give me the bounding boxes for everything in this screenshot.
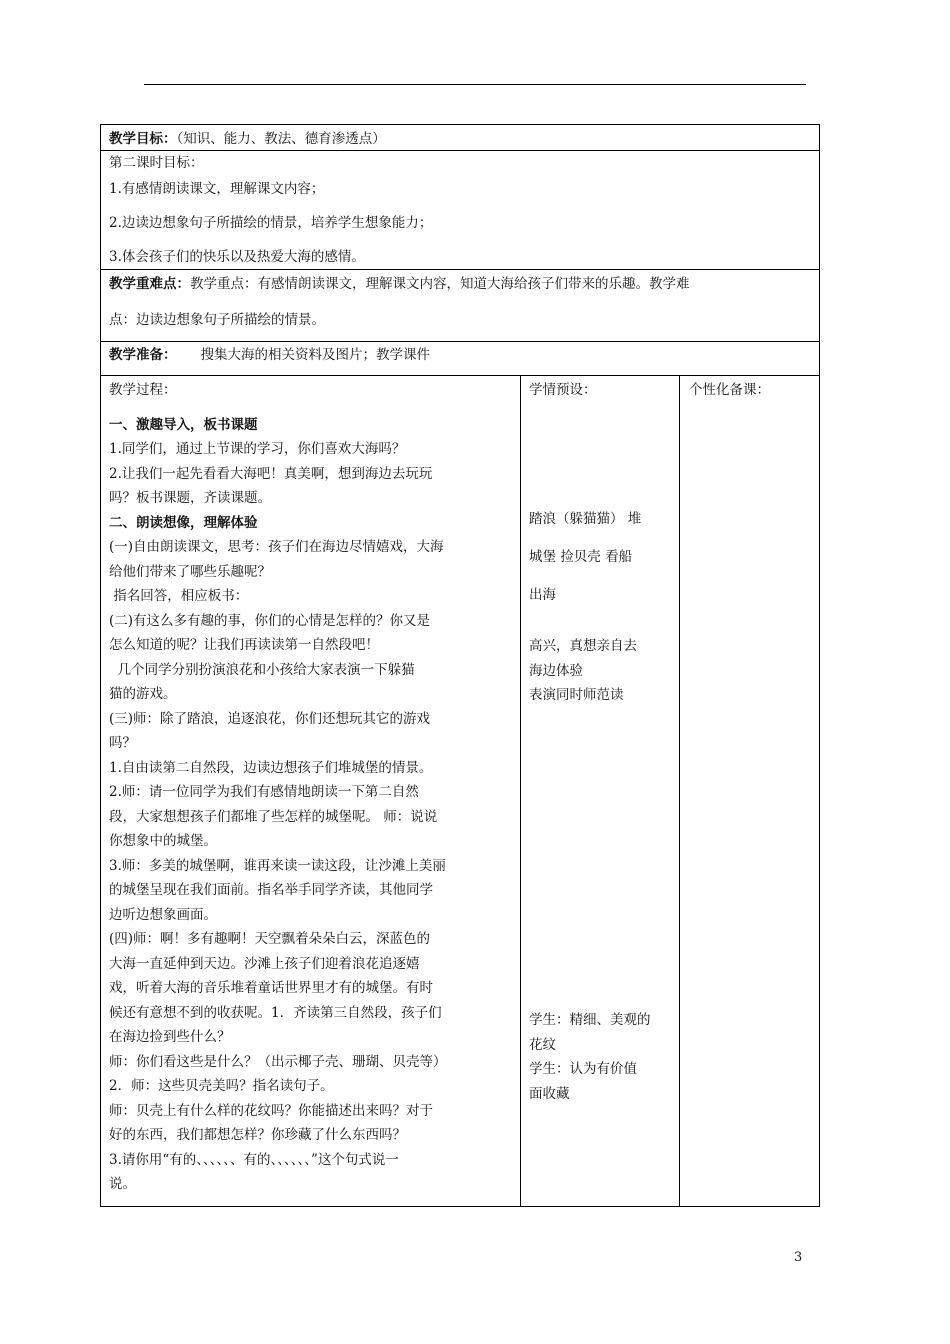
process-line: 边听边想象画面。	[109, 906, 217, 923]
key-points-text: 教学重点：有感情朗读课文，理解课文内容，知道大海给孩子们带来的乐趣。教学难	[190, 276, 690, 292]
process-line: 在海边捡到些什么？	[109, 1029, 231, 1045]
preparation-label: 教学准备：	[109, 347, 177, 363]
prediction-column	[529, 376, 674, 403]
process-line: 候还有意想不到的收获呢。1．齐读第三自然段，孩子们	[109, 1004, 442, 1021]
preparation-row	[109, 343, 430, 367]
preparation-text: 搜集大海的相关资料及图片；教学课件	[200, 347, 430, 363]
prediction-line: 出海	[529, 587, 556, 603]
process-line: 给他们带来了哪些乐趣呢？	[109, 563, 271, 580]
process-line: 你想象中的城堡。	[109, 833, 217, 849]
process-line: 师：你们看这些是什么？（出示椰子壳、珊瑚、贝壳等）	[109, 1053, 447, 1070]
process-line: 猫的游戏。	[109, 686, 177, 702]
process-line: 2.让我们一起先看看大海吧！真美啊，想到海边去玩玩	[109, 465, 433, 482]
process-line: 1.同学们，通过上节课的学习，你们喜欢大海吗？	[109, 441, 406, 457]
process-line: 1.自由读第二自然段，边读边想孩子们堆城堡的情景。	[109, 759, 433, 776]
prediction-group	[529, 1008, 674, 1106]
process-line: 说。	[109, 1176, 136, 1192]
process-line: 一、激趣导入，板书课题	[109, 416, 258, 433]
process-line: 3.师：多美的城堡啊，谁再来读一读这段，让沙滩上美丽	[109, 857, 446, 874]
objectives-heading	[109, 127, 386, 151]
divider	[101, 150, 819, 151]
key-points-line2: 点：边读边想象句子所描绘的情景。	[109, 312, 325, 328]
process-line: 二、朗读想像，理解体验	[109, 514, 258, 531]
process-column	[109, 376, 514, 1197]
personal-column	[689, 376, 814, 403]
prediction-group	[529, 634, 674, 708]
process-line: (一)自由朗读课文，思考：孩子们在海边尽情嬉戏，大海	[109, 539, 444, 555]
process-line: (二)有这么多有趣的事，你们的心情是怎样的？你又是	[109, 612, 431, 629]
process-line: 吗？	[109, 735, 136, 751]
divider	[101, 269, 819, 270]
key-points-label: 教学重难点：	[109, 276, 190, 292]
process-line: 师：贝壳上有什么样的花纹吗？你能描述出来吗？对于	[109, 1102, 433, 1119]
process-line: 大海一直延伸到天边。沙滩上孩子们迎着浪花追逐嬉	[109, 955, 420, 972]
process-line: 好的东西，我们都想怎样？你珍藏了什么东西吗？	[109, 1127, 406, 1143]
prediction-line: 面收藏	[529, 1085, 570, 1102]
key-points-line1	[109, 272, 690, 296]
prediction-line: 城堡 捡贝壳 看船	[529, 549, 633, 565]
prediction-group	[529, 500, 674, 614]
process-line: 指名回答，相应板书：	[109, 588, 249, 604]
header-rule	[144, 84, 806, 85]
process-heading: 教学过程：	[109, 382, 177, 398]
process-line: 几个同学分别扮演浪花和小孩给大家表演一下躲猫	[109, 661, 415, 678]
prediction-line: 海边体验	[529, 662, 583, 679]
objectives-subtitle: 第二课时目标：	[109, 155, 204, 171]
prediction-line: 学生：认为有价值	[529, 1061, 637, 1077]
process-line: 的城堡呈现在我们面前。指名举手同学齐读，其他同学	[109, 882, 433, 898]
prediction-line: 高兴，真想亲自去	[529, 638, 637, 654]
process-line: 戏，听着大海的音乐堆着童话世界里才有的城堡。有时	[109, 980, 433, 996]
page-number: 3	[794, 1250, 803, 1265]
objectives-note: （知识、能力、教法、德育渗透点）	[176, 131, 386, 147]
prediction-line: 踏浪（躲猫猫） 堆	[529, 511, 642, 527]
process-line: 段，大家想想孩子们都堆了些怎样的城堡呢。 师：说说	[109, 808, 438, 825]
personal-heading: 个性化备课：	[689, 382, 770, 398]
objective-item: 3.体会孩子们的快乐以及热爱大海的感情。	[109, 249, 365, 265]
process-line: 3.请你用“有的、、、、、、有的、、、、、、”这个句式说一	[109, 1151, 399, 1168]
column-divider	[520, 376, 521, 1207]
prediction-line: 学生：精细、美观的	[529, 1012, 651, 1028]
process-line: 2.师：请一位同学为我们有感情地朗读一下第二自然	[109, 784, 419, 800]
process-line: (四)师：啊！多有趣啊！天空飘着朵朵白云，深蓝色的	[109, 931, 431, 947]
objective-item: 1.有感情朗读课文，理解课文内容；	[109, 181, 325, 197]
objective-item: 2.边读边想象句子所描绘的情景，培养学生想象能力；	[109, 215, 433, 231]
objectives-label: 教学目标：	[109, 131, 177, 147]
process-line: 怎么知道的呢？让我们再读读第一自然段吧！	[109, 637, 379, 653]
prediction-line: 表演同时师范读	[529, 687, 624, 703]
prediction-heading: 学情预设：	[529, 382, 597, 398]
prediction-line: 花纹	[529, 1036, 556, 1053]
process-line: 2．师：这些贝壳美吗？指名读句子。	[109, 1078, 334, 1094]
process-line: 吗？板书课题，齐读课题。	[109, 490, 271, 506]
column-divider	[679, 376, 680, 1207]
divider	[101, 341, 819, 342]
process-line: (三)师：除了踏浪，追逐浪花，你们还想玩其它的游戏	[109, 710, 431, 727]
lesson-plan-table	[100, 124, 820, 1207]
